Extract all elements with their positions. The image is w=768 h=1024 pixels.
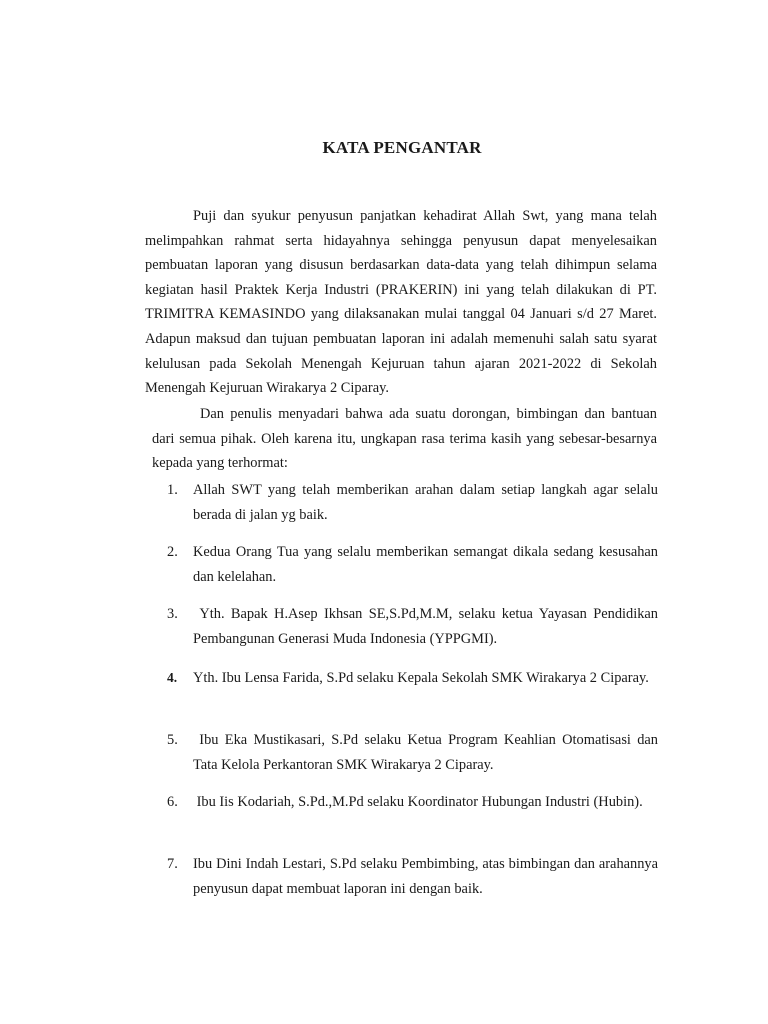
list-number: 1.	[167, 482, 178, 498]
paragraph-intro: Puji dan syukur penyusun panjatkan kehadirat Allah Swt, yang mana telah melimpahkan rahmat serta hidayahnya sehingga penyusun dapat menyelesaikan pembuatan laporan yang disusun berdasarkan data-data yang telah dihimpun selama kegiatan hasil Praktek Kerja Industri (PRAKERIN) ini yang telah dilakukan di PT. TRIMITRA KEMASINDO yang dilaksanakan mulai tanggal 04 Januari s/d 27 Maret. Adapun maksud dan tujuan pembuatan laporan ini adalah memenuhi salah satu syarat kelulusan pada Sekolah Menengah Kejuruan tahun ajaran 2021-2022 di Sekolah Menengah Kejuruan Wirakarya 2 Ciparay.	[145, 208, 657, 397]
list-number: 2.	[167, 544, 178, 560]
list-text: Kedua Orang Tua yang selalu memberikan semangat dikala sedang kesusahan dan kelelahan.	[193, 544, 658, 585]
list-text: Ibu Eka Mustikasari, S.Pd selaku Ketua Program Keahlian Otomatisasi dan Tata Kelola Perkantoran SMK Wirakarya 2 Ciparay.	[193, 732, 662, 773]
list-text: Yth. Bapak H.Asep Ikhsan SE,S.Pd,M.M, selaku ketua Yayasan Pendidikan Pembangunan Generasi Muda Indonesia (YPPGMI).	[193, 606, 662, 647]
list-number: 3.	[167, 606, 178, 622]
list-text: Ibu Dini Indah Lestari, S.Pd selaku Pembimbing, atas bimbingan dan arahannya penyusun dapat membuat laporan ini dengan baik.	[193, 856, 658, 897]
list-number: 7.	[167, 856, 178, 872]
list-text: Yth. Ibu Lensa Farida, S.Pd selaku Kepala Sekolah SMK Wirakarya 2 Ciparay.	[193, 670, 649, 686]
list-text: Ibu Iis Kodariah, S.Pd.,M.Pd selaku Koordinator Hubungan Industri (Hubin).	[193, 794, 643, 810]
list-number: 6.	[167, 794, 178, 810]
list-text: Allah SWT yang telah memberikan arahan dalam setiap langkah agar selalu berada di jalan yg baik.	[193, 482, 658, 523]
list-number: 5.	[167, 732, 178, 748]
page-title: KATA PENGANTAR	[322, 138, 482, 157]
paragraph-acknowledgement: Dan penulis menyadari bahwa ada suatu dorongan, bimbingan dan bantuan dari semua pihak. Oleh karena itu, ungkapan rasa terima kasih yang sebesar-besarnya kepada yang terhormat:	[152, 406, 657, 472]
list-number: 4.	[167, 670, 178, 685]
